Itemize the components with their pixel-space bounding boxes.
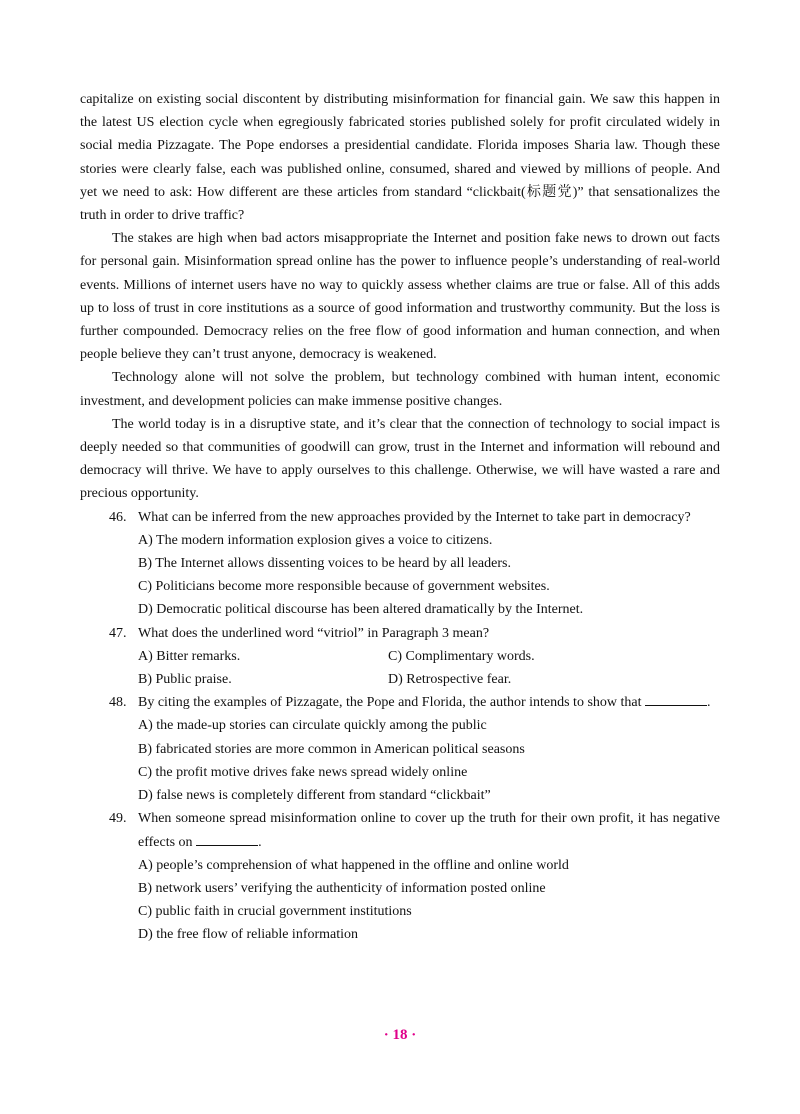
stem-period: .: [258, 834, 262, 850]
page-number: · 18 ·: [383, 1027, 417, 1043]
answer-blank: [645, 693, 707, 706]
option-d: D) false news is completely different from standard “clickbait”: [138, 788, 491, 804]
option-a: A) Bitter remarks.: [138, 648, 241, 664]
passage-paragraph-2: The stakes are high when bad actors misappropriate the Internet and position fake news to drown out facts for personal gain. Misinformation spread online has the power to influence people’s understanding of real-world events. Millions of internet users have no way to quickly assess whether claims are true or false. All of this adds up to loss of trust in core institutions as a source of good information and trustworthy community. But the loss is further compounded. Democracy relies on the free flow of good information and human connection, and when people believe they can’t trust anyone, democracy is weakened.: [80, 231, 720, 363]
question-stem: What does the underlined word “vitriol” in Paragraph 3 mean?: [138, 625, 490, 641]
question-46: [80, 506, 720, 622]
stem-period: .: [707, 695, 711, 711]
option-b: B) fabricated stories are more common in American political seasons: [138, 741, 525, 757]
option-a: A) the made-up stories can circulate quickly among the public: [138, 718, 487, 734]
question-47: [80, 622, 720, 692]
option-d: D) Retrospective fear.: [388, 672, 512, 688]
option-d: D) the free flow of reliable information: [138, 927, 359, 943]
question-49: [80, 807, 720, 946]
option-c: C) the profit motive drives fake news spread widely online: [138, 764, 468, 780]
question-number: 48.: [109, 695, 127, 711]
option-b: B) The Internet allows dissenting voices to be heard by all leaders.: [138, 556, 511, 572]
option-b: B) network users’ verifying the authenticity of information posted online: [138, 880, 546, 896]
option-b: B) Public praise.: [138, 672, 232, 688]
document-page: [80, 88, 720, 947]
option-a: A) The modern information explosion gives a voice to citizens.: [138, 532, 493, 548]
option-a: A) people’s comprehension of what happened in the offline and online world: [138, 857, 569, 873]
passage-paragraph-1: capitalize on existing social discontent by distributing misinformation for financial gain. We saw this happen in the latest US election cycle when egregiously fabricated stories published solely for profit circulated widely in social media Pizzagate. The Pope endorses a presidential candidate. Florida imposes Sharia law. Though these stories were clearly false, each was published online, consumed, shared and viewed by millions of people. And yet we need to ask: How different are these articles from standard “clickbait(标题党)” that sensationalizes the truth in order to drive traffic?: [80, 92, 720, 224]
question-stem: By citing the examples of Pizzagate, the Pope and Florida, the author intends to show that: [138, 695, 642, 711]
question-number: 47.: [109, 625, 127, 641]
question-number: 49.: [109, 811, 127, 827]
option-c: C) Politicians become more responsible because of government websites.: [138, 579, 550, 595]
option-c: C) Complimentary words.: [388, 648, 535, 664]
option-d: D) Democratic political discourse has been altered dramatically by the Internet.: [138, 602, 584, 618]
passage-paragraph-4: The world today is in a disruptive state, and it’s clear that the connection of technology to social impact is deeply needed so that communities of goodwill can grow, trust in the Internet and information will rebound and democracy will thrive. We have to apply ourselves to this challenge. Otherwise, we will have wasted a rare and precious opportunity.: [80, 416, 720, 502]
passage-paragraph-3: Technology alone will not solve the problem, but technology combined with human intent, economic investment, and development policies can make immense positive changes.: [80, 370, 720, 409]
question-number: 46.: [109, 509, 127, 525]
answer-blank: [196, 833, 258, 846]
option-c: C) public faith in crucial government institutions: [138, 904, 412, 920]
question-stem: What can be inferred from the new approaches provided by the Internet to take part in democracy?: [138, 509, 691, 525]
question-stem: When someone spread misinformation online to cover up the truth for their own profit, it has negative effects on: [138, 811, 720, 850]
question-48: [80, 691, 720, 807]
option-grid: [80, 645, 720, 691]
